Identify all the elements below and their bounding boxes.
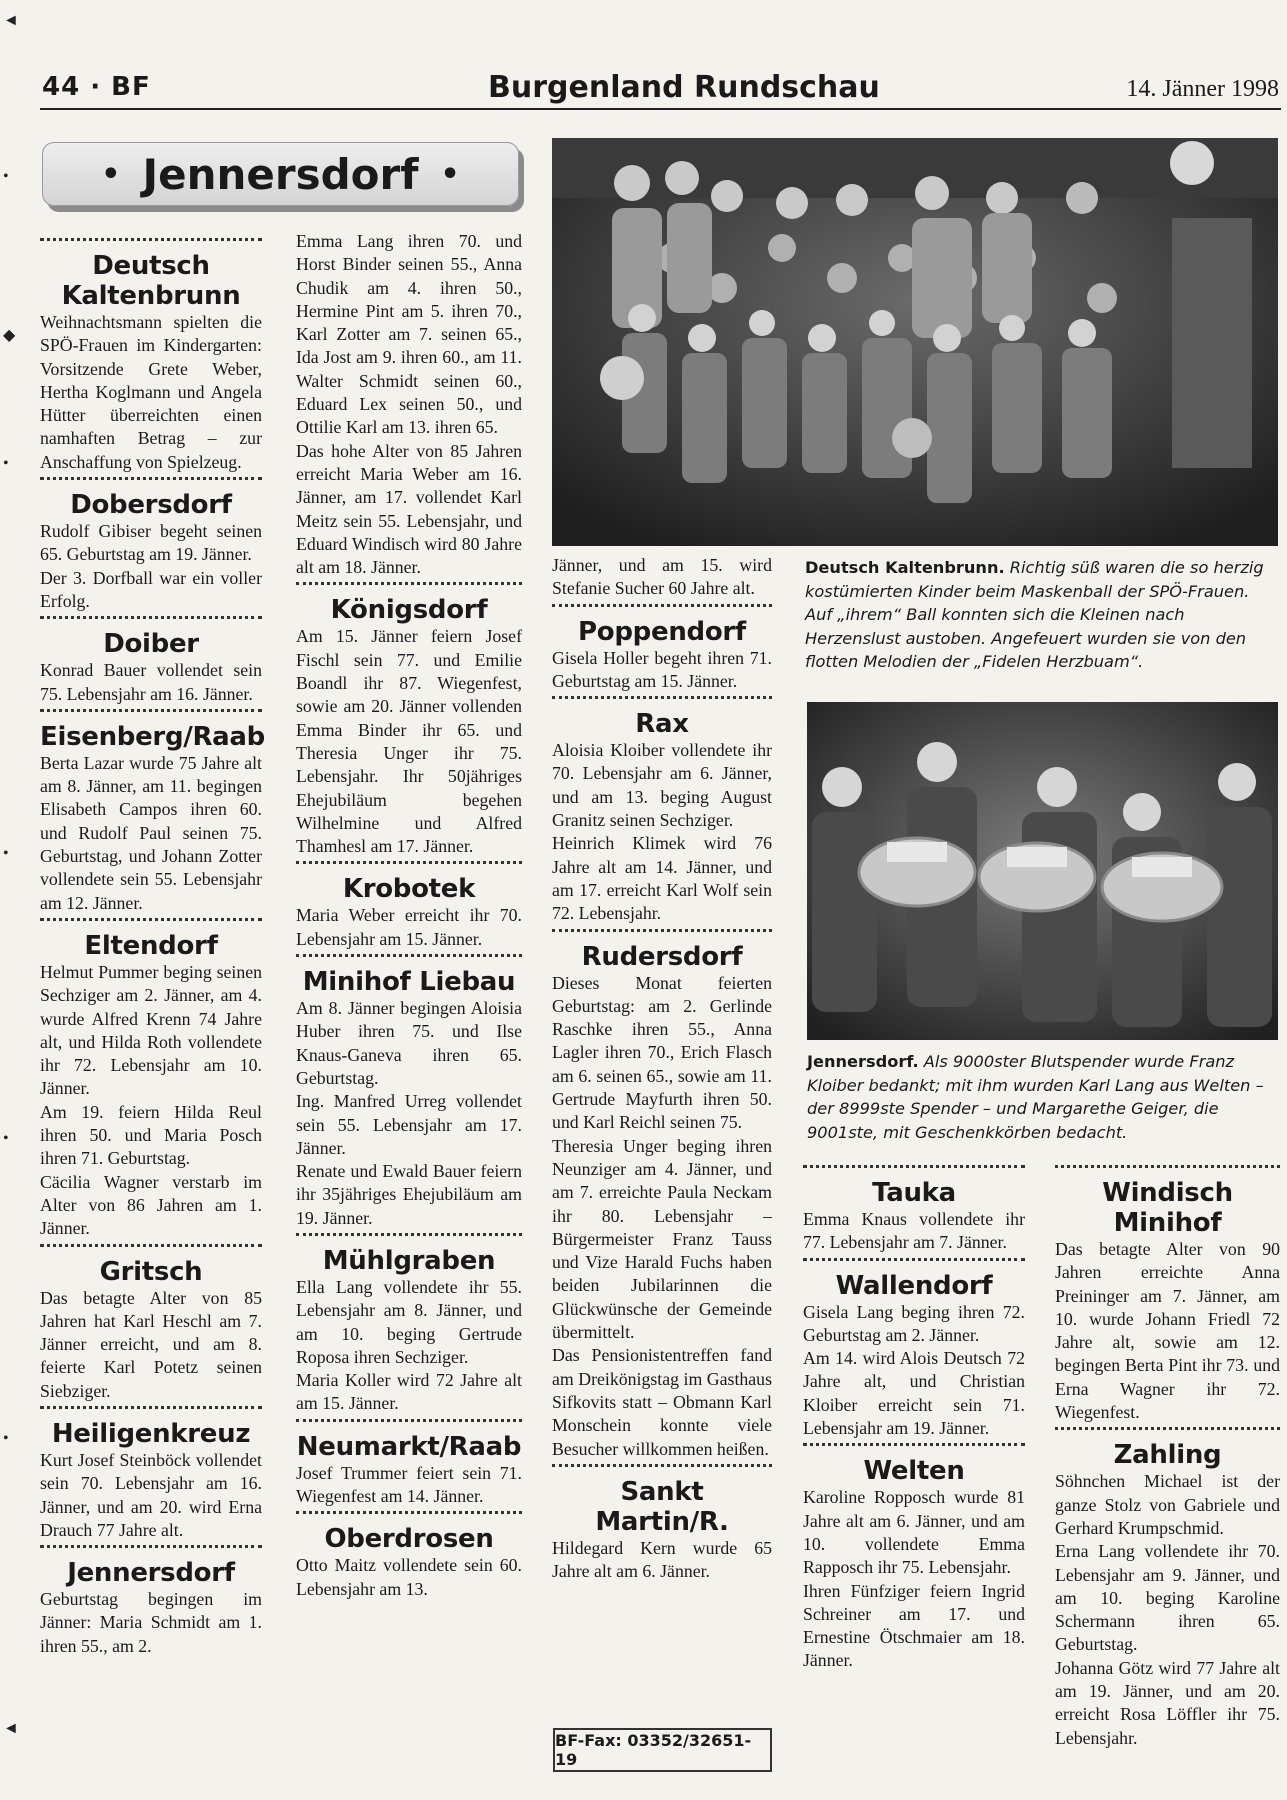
registration-mark: • [3,845,9,862]
column-5 [1055,1165,1280,1750]
article-text: Jänner, und am 15. wird Stefanie Sucher 60 Jahre alt. [552,555,772,599]
article-text: Ihren Fünfziger feiern Ingrid Schreiner am 17. und Ernestine Ötschmaier am 18. Jänner. [803,1580,1025,1671]
section-heading: Königsdorf [296,582,522,625]
article-text: Weihnachtsmann spielten die SPÖ-Frauen im Kindergarten: Vorsitzende Grete Weber, Hertha Koglmann und Angela Hütter überreichten einen namhaften Betrag – zur Anschaffung von Spielzeug. [40,312,262,472]
article-text: Gisela Holler begeht ihren 71. Geburtstag am 15. Jänner. [552,647,772,691]
article-text: Der 3. Dorfball war ein voller Erfolg. [40,567,262,611]
section-heading: Neumarkt/Raab [296,1419,522,1462]
article-text: Erna Lang vollendete ihr 70. Lebensjahr am 9. Jänner, und am 10. beging Karoline Schermann ihren 65. Geburtstag. [1055,1541,1280,1655]
banner-bullet: • [440,156,460,192]
article-text: Das Pensionistentreffen fand am Dreikönigstag im Gasthaus Sifkovits statt – Obmann Karl Monschein konnte viele Besucher willkommen heißen. [552,1345,772,1459]
fax-box: BF-Fax: 03352/32651-19 [553,1728,772,1772]
article-text: Kurt Josef Steinböck vollendet sein 70. Lebensjahr am 16. Jänner, und am 20. wird Erna Drauch 77 Jahre alt. [40,1449,262,1540]
newspaper-title: Burgenland Rundschau [488,70,880,105]
banner-bullet: • [101,156,121,192]
caption-lead: Deutsch Kaltenbrunn. [805,558,1005,577]
article-text: Das betagte Alter von 90 Jahren erreichte Anna Preininger am 7. Jänner, am 10. wurde Johann Friedl 72 Jahre alt, sowie am 12. begingen Berta Pint ihr 73. und Erna Wagner ihr 72. Wiegenfest. [1055,1239,1280,1423]
article-text: Ella Lang vollendete ihr 55. Lebensjahr am 8. Jänner, und am 10. beging Gertrude Roposa ihren Sechziger. [296,1276,522,1367]
article-text: Renate und Ewald Bauer feiern ihr 35jähriges Ehejubiläum am 19. Jänner. [296,1161,522,1228]
section-heading: Jennersdorf [40,1545,262,1588]
photo-image [807,702,1278,1040]
article-text: Geburtstag begingen im Jänner: Maria Schmidt am 1. ihren 55., am 2. [40,1589,262,1656]
column-3 [552,554,772,1583]
article-text: Söhnchen Michael ist der ganze Stolz von Gabriele und Gerhard Krumpschmid. [1055,1471,1280,1538]
section-heading: Doiber [40,616,262,659]
article-text: Am 19. feiern Hilda Reul ihren 50. und Maria Posch ihren 71. Geburtstag. [40,1101,262,1169]
article-text: Cäcilia Wagner verstarb im Alter von 86 Jahren am 1. Jänner. [40,1171,262,1239]
article-text: Am 8. Jänner begingen Aloisia Huber ihren 75. und Ilse Knaus-Ganeva ihren 65. Geburtstag. [296,998,522,1088]
registration-mark: ◄ [3,1720,19,1737]
section-heading: Windisch Minihof [1055,1165,1280,1238]
section-heading: Welten [803,1443,1025,1486]
caption-text: Als 9000ster Blutspender wurde Franz Kloiber bedankt; mit ihm wurden Karl Lang aus Welten – der 8999ste Spender – und Margarethe Geiger, die 9001ste, mit Geschenkkörben bedacht. [807,1052,1264,1142]
article-text: Gisela Lang beging ihren 72. Geburtstag am 2. Jänner. [803,1301,1025,1345]
section-heading: Heiligenkreuz [40,1406,262,1449]
section-heading: Poppendorf [552,604,772,647]
article-text: Emma Lang ihren 70. und Horst Binder seinen 55., Anna Chudik am 4. ihren 50., Hermine Pint am 5. ihren 70., Karl Zotter am 7. seinen 65., Ida Jost am 9. ihren 60., am 11. Walter Schmidt seinen 60., Eduard Lex seinen 50., und Ottilie Karl am 13. ihren 65. [296,231,522,438]
article-text: Johanna Götz wird 77 Jahre alt am 19. Jänner, und am 20. erreicht Rosa Löffler ihr 75. Lebensjahr. [1055,1657,1280,1748]
article-text: Das betagte Alter von 85 Jahren hat Karl Heschl am 7. Jänner erreicht, und am 8. feierte Karl Potetz seinen Siebziger. [40,1287,262,1401]
article-text: Berta Lazar wurde 75 Jahre alt am 8. Jänner, am 11. begingen Elisabeth Campos ihren 60. und Rudolf Paul seinen 75. Geburtstag, und Johann Zotter vollendete sein 55. Lebensjahr am 12. Jänner. [40,752,262,913]
caption-text: Richtig süß waren die so herzig kostümierten Kinder beim Maskenball der SPÖ-Frauen. Auf „ihrem“ Ball konnten sich die Kleinen nach Herzenslust austoben. Angefeuert wurden sie von den flotten Melodien der „Fidelen Herzbuam“. [805,558,1264,671]
registration-mark: • [3,1130,9,1147]
page-number: 44 · BF [42,72,151,102]
section-heading: Eisenberg/Raab [40,709,262,752]
registration-mark: • [3,168,9,185]
section-heading: Gritsch [40,1244,262,1287]
section-heading: Wallendorf [803,1258,1025,1301]
registration-mark: ◆ [3,327,16,344]
article-text: Am 14. wird Alois Deutsch 72 Jahre alt, und Christian Kloiber erreicht sein 71. Lebensjahr am 19. Jänner. [803,1348,1025,1439]
registration-mark: • [3,455,9,472]
banner-title: Jennersdorf [142,149,419,199]
section-heading: Krobotek [296,861,522,904]
article-text: Hildegard Kern wurde 65 Jahre alt am 6. Jänner. [552,1537,772,1582]
article-text: Karoline Ropposch wurde 81 Jahre alt am 6. Jänner, und am 10. vollendete Emma Rapposch ihr 75. Lebensjahr. [803,1487,1025,1578]
section-heading: Rax [552,696,772,739]
section-heading: Eltendorf [40,918,262,961]
article-text: Heinrich Klimek wird 76 Jahre alt am 14. Jänner, und am 17. erreicht Karl Wolf sein 72. Lebensjahr. [552,833,772,924]
article-text: Rudolf Gibiser begeht seinen 65. Geburtstag am 19. Jänner. [40,521,262,565]
article-text: Dieses Monat feierten Geburtstag: am 2. Gerlinde Raschke ihren 55., Anna Lagler ihren 70., Erich Flasch am 6. seinen 65., sowie am 11. Gertrude Mayfurth ihren 50. und Karl Reichl seinen 75. [552,972,772,1133]
photo-image [552,138,1278,546]
article-text: Am 15. Jänner feiern Josef Fischl sein 77. und Emilie Boandl ihr 87. Wiegenfest, sowie am 20. Jänner vollenden Emma Binder ihr 65. und Theresia Unger ihr 75. Lebensjahr. Ihr 50jähriges Ehejubiläum begehen Wilhelmine und Alfred Thamhesl am 17. Jänner. [296,626,522,857]
article-text: Theresia Unger beging ihren Neunziger am 4. Jänner, und am 7. erreichte Paula Neckam ihr 80. Lebensjahr – Bürgermeister Franz Tauss und Vize Harald Fuchs haben beiden Jubilarinnen die Glückwünsche der Gemeinde übermittelt. [552,1135,772,1343]
section-heading: Oberdrosen [296,1511,522,1554]
photo-children-masked-ball [552,138,1278,546]
column-1 [40,238,265,1658]
issue-date: 14. Jänner 1998 [1126,76,1279,102]
article-text: Emma Knaus vollendete ihr 77. Lebensjahr am 7. Jänner. [803,1209,1025,1253]
section-banner [42,142,519,206]
article-text: Josef Trummer feiert sein 71. Wiegenfest am 14. Jänner. [296,1462,522,1507]
section-heading: Zahling [1055,1427,1280,1470]
article-text: Maria Weber erreicht ihr 70. Lebensjahr am 15. Jänner. [296,905,522,949]
article-text: Ing. Manfred Urreg vollendet sein 55. Lebensjahr am 17. Jänner. [296,1091,522,1158]
registration-mark: • [3,1430,9,1447]
column-4 [803,1165,1025,1673]
section-heading: Minihof Liebau [296,954,522,997]
article-text: Otto Maitz vollendete sein 60. Lebensjahr am 13. [296,1555,522,1599]
article-text: Das hohe Alter von 85 Jahren erreicht Maria Weber am 16. Jänner, am 17. vollendet Karl Meitz sein 55. Lebensjahr, und Eduard Windisch wird 80 Jahre alt am 18. Jänner. [296,440,522,578]
section-heading: Dobersdorf [40,477,262,520]
caption-lead: Jennersdorf. [807,1052,919,1071]
article-text: Helmut Pummer beging seinen Sechziger am 2. Jänner, am 4. wurde Alfred Krenn 74 Jahre alt, und Hilda Roth vollendete ihr 72. Lebensjahr am 10. Jänner. [40,961,262,1099]
section-heading: Deutsch Kaltenbrunn [40,238,262,311]
photo-blood-donors [807,702,1278,1040]
section-heading: Tauka [803,1165,1025,1208]
article-text: Aloisia Kloiber vollendete ihr 70. Lebensjahr am 6. Jänner, und am 13. beging August Granitz seinen Sechziger. [552,740,772,831]
header-rule [40,108,1281,110]
section-heading: Mühlgraben [296,1233,522,1276]
article-text: Maria Koller wird 72 Jahre alt am 15. Jänner. [296,1370,522,1414]
section-heading: Rudersdorf [552,929,772,972]
article-text: Konrad Bauer vollendet sein 75. Lebensjahr am 16. Jänner. [40,660,262,704]
registration-mark: ◄ [3,12,19,29]
photo-caption-2 [807,1050,1277,1144]
photo-caption-1 [805,556,1275,674]
column-2 [296,230,522,1601]
section-heading: Sankt Martin/R. [552,1464,772,1537]
